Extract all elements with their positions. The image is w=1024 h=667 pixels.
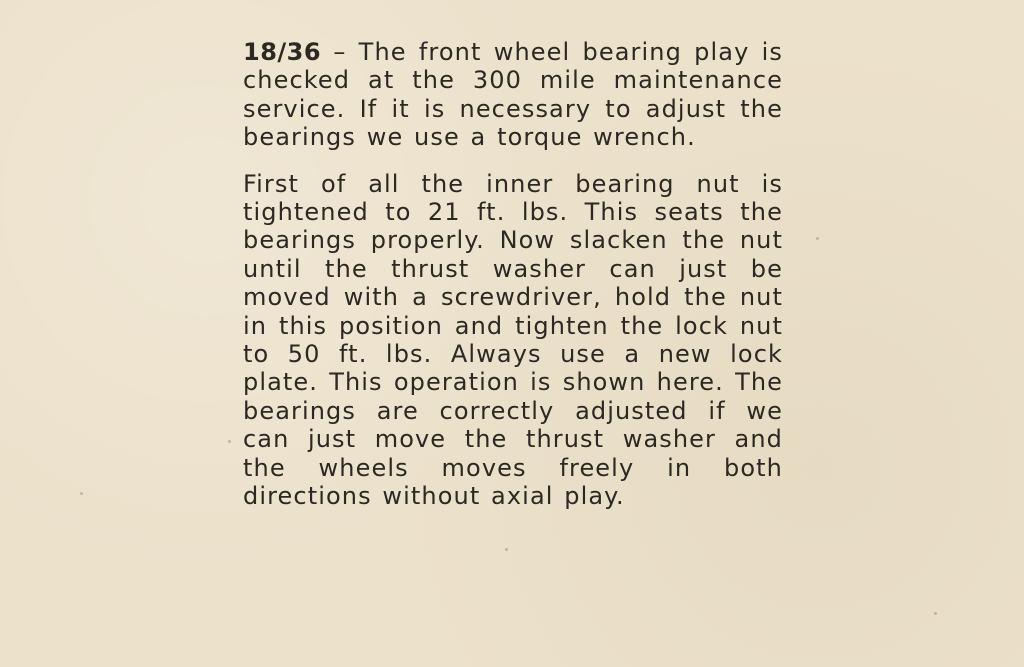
page-reference: 18/36	[243, 38, 322, 66]
paragraph-intro-text: – The front wheel bearing play is checked at the 300 mile maintenance service. If it is necessary to adjust the bearings we use a torque wrench.	[243, 38, 784, 152]
paper-speck	[228, 440, 231, 443]
paragraph-intro	[243, 38, 783, 152]
paper-speck	[816, 237, 819, 240]
instruction-text-block	[243, 38, 783, 511]
paper-speck	[505, 548, 508, 551]
paper-speck	[80, 492, 83, 495]
paper-speck	[934, 612, 937, 615]
paragraph-procedure: First of all the inner bearing nut is tightened to 21 ft. lbs. This seats the bearings properly. Now slacken the nut until the thrust washer can just be moved with a screwdriver, hold the nut in this position and tighten the lock nut to 50 ft. lbs. Always use a new lock plate. This operation is shown here. The bearings are correctly adjusted if we can just move the thrust washer and the wheels moves freely in both directions without axial play.	[243, 169, 783, 511]
